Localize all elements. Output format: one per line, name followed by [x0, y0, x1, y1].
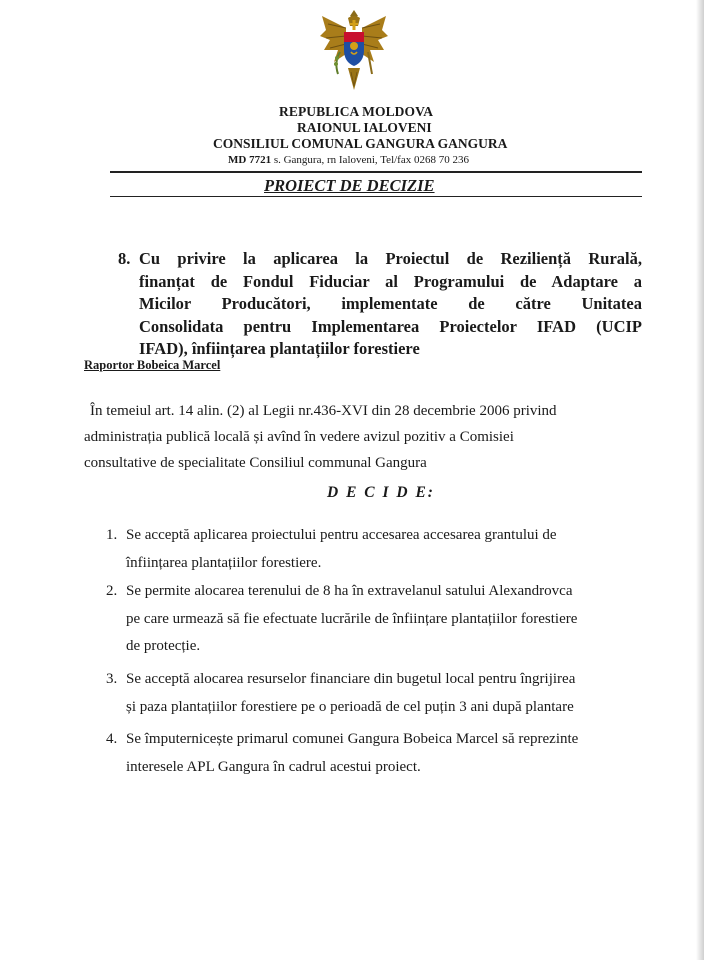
item-number: 2.: [106, 583, 118, 599]
title-divider: [110, 196, 642, 197]
subject-line: IFAD), înființarea plantațiilor forestiere: [139, 339, 420, 358]
document-title: PROIECT DE DECIZIE: [264, 176, 435, 195]
item-number: 4.: [106, 731, 118, 747]
council-name: CONSILIUL COMUNAL GANGURA GANGURA: [213, 136, 508, 151]
subject-line: Cu privire la aplicarea la Proiectul de Reziliență Rurală,: [139, 249, 642, 268]
item-line: interesele APL Gangura în cadrul acestui proiect.: [126, 758, 421, 775]
subject-line: finanțat de Fondul Fiduciar al Programului de Adaptare a: [139, 271, 642, 291]
contact-details: s. Gangura, rn Ialoveni, Tel/fax 0268 70 236: [273, 154, 469, 166]
preamble-line: consultative de specialitate Consiliul communal Gangura: [84, 455, 427, 471]
preamble-line: administrația publică locală și avînd în vedere avizul pozitiv a Comisiei: [84, 429, 514, 445]
subject-line: Consolidata pentru Implementarea Proiectelor IFAD (UCIP: [139, 316, 642, 336]
item-line: Se permite alocarea terenului de 8 ha în extravelanul satului Alexandrovca: [126, 583, 573, 599]
postal-code: MD 7721: [228, 154, 272, 166]
item-line: Se acceptă alocarea resurselor financiare din bugetul local pentru îngrijirea: [126, 671, 576, 687]
item-number: 3.: [106, 671, 118, 687]
legal-preamble: [84, 398, 557, 476]
subject-line: Micilor Producători, implementate de către Unitatea: [139, 294, 642, 313]
subject-text: [139, 248, 642, 361]
header-divider: [110, 171, 642, 173]
district-name: RAIONUL IALOVENI: [297, 120, 432, 135]
decide-heading: D E C I D E:: [327, 484, 435, 501]
page-edge-shadow: [696, 0, 704, 960]
preamble-line: În temeiul art. 14 alin. (2) al Legii nr.436-XVI din 28 decembrie 2006 privind: [90, 403, 557, 419]
item-line: Se acceptă aplicarea proiectului pentru accesarea accesarea grantului de: [126, 527, 557, 543]
item-line: pe care urmează să fie efectuate lucrările de înființare plantațiilor forestiere: [126, 610, 578, 627]
subject-number: 8.: [118, 249, 131, 268]
item-line: înființarea plantațiilor forestiere.: [126, 554, 322, 571]
moldova-coat-of-arms-icon: [318, 6, 390, 98]
item-line: Se împuternicește primarul comunei Gangura Bobeica Marcel să reprezinte: [126, 731, 579, 747]
country-name: REPUBLICA MOLDOVA: [279, 104, 434, 119]
item-line: și paza plantațiilor forestiere pe o perioadă de cel puțin 3 ani după plantare: [126, 698, 574, 715]
rapporteur: Raportor Bobeica Marcel: [84, 358, 221, 372]
item-line: de protecție.: [126, 638, 201, 654]
item-number: 1.: [106, 527, 118, 543]
contact-line: [228, 154, 469, 166]
